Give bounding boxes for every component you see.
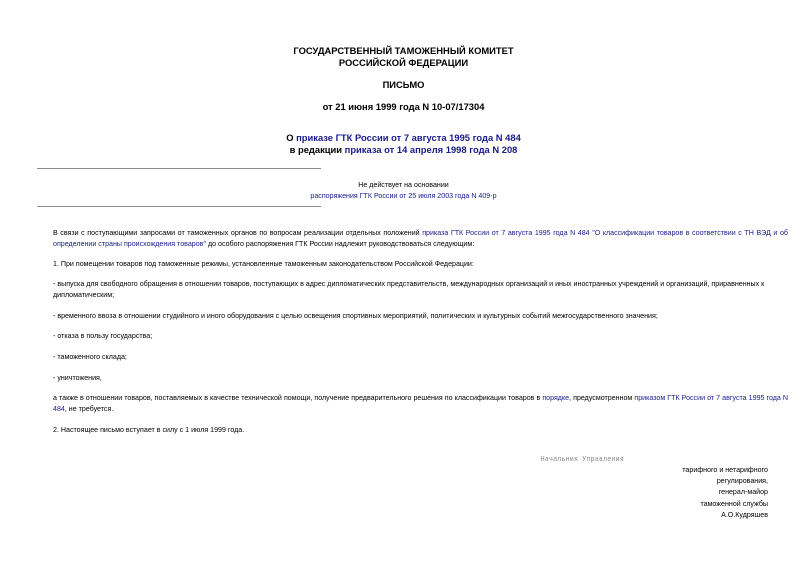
document-type: ПИСЬМО [382, 79, 425, 90]
intro-link-order-title[interactable]: "О классификации товаров в соответствии с ТН ВЭД и об определении страны происхождения товаров" [53, 229, 788, 248]
tech-text: а также в отношении товаров, поставляемых в качестве технической помощи, получение предварительного решения по классификации товаров в [53, 394, 543, 402]
paragraph-bullet-destruction: - уничтожения, [53, 374, 102, 382]
paragraph-bullet-temporary-import: - временного ввоза в отношении студийного и иного оборудования с целью освещения спортивных мероприятий, политических и культурных событий межгосударственного значения; [53, 312, 658, 320]
paragraph-bullet-free-circulation: - выпуска для свободного обращения в отношении товаров, поступающих в адрес дипломатических представительств, международных организаций и иных иностранных учреждений и организаций, приравненных к дипломатическим; [53, 280, 765, 299]
tech-text-mid: , предусмотренном [569, 394, 635, 402]
document-date-number: от 21 июня 1999 года N 10-07/17304 [322, 101, 485, 112]
paragraph-item-1: 1. При помещении товаров под таможенные режимы, установленные таможенным законодательством Российской Федерации: [53, 260, 474, 268]
tech-link-procedure[interactable]: порядке [542, 394, 570, 402]
notice-text: Не действует на основании [358, 181, 449, 189]
paragraph-item-2: 2. Настоящее письмо вступает в силу с 1 июля 1999 года. [53, 426, 245, 434]
intro-link-order-484[interactable]: приказа ГТК России от 7 августа 1995 года N 484 [422, 229, 590, 237]
title-link-order-484[interactable]: приказе ГТК России от 7 августа 1995 года N 484 [296, 132, 521, 143]
paragraph-bullet-customs-warehouse: - таможенного склада; [53, 353, 127, 361]
notice-divider-bottom [37, 206, 321, 207]
notice-divider-top [37, 168, 321, 169]
document-title-line2 [0, 144, 807, 156]
tech-text-end: , не требуется. [64, 404, 114, 413]
signature-role-line1: Начальник Управления [540, 455, 624, 463]
title-prefix-2: в редакции [289, 144, 345, 155]
intro-text-end: до особого распоряжения ГТК России надлежит руководствоваться следующим: [205, 239, 475, 248]
signature-rank-line2: таможенной службы [700, 499, 768, 508]
paragraph-bullet-abandonment: - отказа в пользу государства; [53, 332, 153, 340]
document-title-line1 [0, 132, 807, 144]
paragraph-technical-assistance [37, 393, 788, 414]
signature-role-line2: тарифного и нетарифного [682, 466, 768, 474]
title-link-order-208[interactable]: приказа от 14 апреля 1998 года N 208 [344, 144, 518, 155]
org-name-line1: ГОСУДАРСТВЕННЫЙ ТАМОЖЕННЫЙ КОМИТЕТ [293, 45, 514, 56]
title-prefix: О [286, 132, 297, 143]
signature-block [560, 465, 768, 521]
intro-text: В связи с поступающими запросами от таможенных органов по вопросам реализации отдельных положений [53, 229, 423, 237]
notice-link-row [0, 191, 807, 202]
paragraph-intro [37, 228, 788, 249]
signature-rank-line1: генерал-майор [718, 488, 768, 497]
signature-role-line3: регулирования, [716, 477, 768, 486]
org-name-line2: РОССИЙСКОЙ ФЕДЕРАЦИИ [338, 57, 469, 68]
notice-link[interactable]: распоряжения ГТК России от 25 июля 2003 года N 409-р [310, 192, 497, 200]
tech-link-order-484[interactable]: приказом ГТК России от 7 августа 1995 года N 484 [53, 394, 788, 413]
signature-name: А.О.Кудряшев [721, 510, 768, 519]
